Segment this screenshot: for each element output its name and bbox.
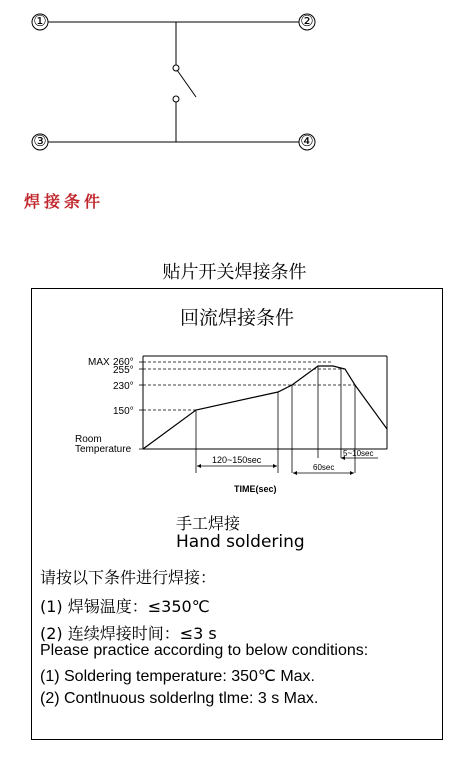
label-260: 260°: [113, 357, 134, 368]
terminal-1-label: ①: [33, 12, 47, 30]
terminal-4-label: ④: [300, 132, 314, 150]
condition-intro-cn: 请按以下条件进行焊接：: [40, 568, 217, 587]
label-time-axis: TIME(sec): [234, 484, 277, 494]
condition-1-en: (1) Soldering temperature: 350℃ Max.: [40, 668, 315, 685]
condition-intro-en: Please practice according to below conditions:: [40, 642, 369, 659]
hand-soldering-cn: 手工焊接: [176, 514, 241, 533]
condition-1-cn: (1) 焊锡温度：≤350℃: [40, 597, 210, 616]
above230-arrowhead-left: [293, 471, 297, 475]
condition-2-en: (2) Contlnuous solderlng tlme: 3 s Max.: [40, 690, 319, 707]
condition-2-cn: (2) 连续焊接时间：≤3 s: [40, 624, 217, 643]
label-preheat-duration: 120~150sec: [212, 455, 262, 465]
preheat-arrowhead-left: [197, 464, 201, 468]
preheat-arrowhead-right: [273, 464, 277, 468]
section-title: 焊接条件: [24, 192, 105, 211]
document-title: 贴片开关焊接条件: [162, 262, 307, 283]
above230-arrowhead-right: [350, 471, 354, 475]
label-above230-duration: 60sec: [313, 463, 335, 472]
label-temperature: Temperature: [75, 444, 132, 455]
label-255: 255°: [113, 365, 134, 376]
label-max: MAX: [88, 357, 110, 368]
terminal-2-label: ②: [300, 12, 314, 30]
reflow-title: 回流焊接条件: [179, 307, 294, 329]
label-150: 150°: [113, 406, 134, 417]
label-peak-duration: 5~10sec: [343, 449, 374, 458]
reflow-curve: [143, 366, 387, 449]
hand-soldering-en: Hand soldering: [176, 532, 305, 552]
label-230: 230°: [113, 381, 134, 392]
label-room: Room: [75, 434, 102, 445]
terminal-3-label: ③: [33, 132, 47, 150]
